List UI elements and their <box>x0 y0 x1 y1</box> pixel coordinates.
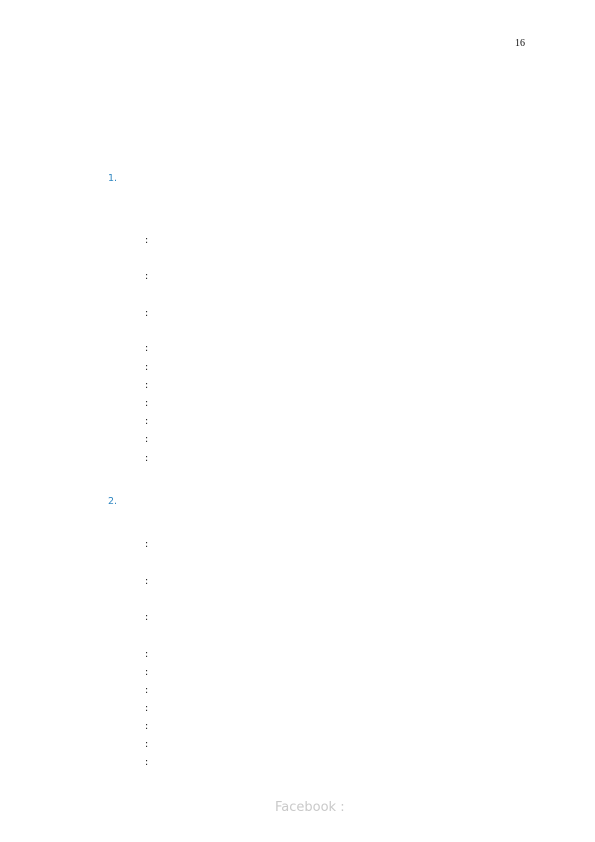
prop-colon: : <box>145 380 149 391</box>
variety-1-paragraph <box>73 170 528 188</box>
prop-colon: : <box>145 667 149 678</box>
prop-colon: : <box>145 434 149 445</box>
page-number: 16 <box>515 38 525 49</box>
footer-watermark <box>275 800 345 815</box>
prop-colon: : <box>145 343 149 354</box>
prop-colon: : <box>145 685 149 696</box>
prop-colon: : <box>145 757 149 768</box>
prop-colon: : <box>145 398 149 409</box>
prop-colon: : <box>145 612 149 623</box>
prop-colon: : <box>145 703 149 714</box>
prop-colon: : <box>145 308 149 319</box>
variety-2-number: 2. <box>108 496 118 507</box>
prop-colon: : <box>145 739 149 750</box>
prop-colon: : <box>145 235 149 246</box>
prop-colon: : <box>145 721 149 732</box>
prop-colon: : <box>145 271 149 282</box>
prop-colon: : <box>145 649 149 660</box>
prop-colon: : <box>145 416 149 427</box>
facebook-label: Facebook <box>275 800 337 815</box>
prop-colon: : <box>145 539 149 550</box>
prop-colon: : <box>145 576 149 587</box>
footer-separator: : <box>336 800 345 815</box>
prop-colon: : <box>145 362 149 373</box>
variety-2-paragraph <box>73 493 528 511</box>
prop-colon: : <box>145 453 149 464</box>
variety-1-number: 1. <box>108 173 118 184</box>
